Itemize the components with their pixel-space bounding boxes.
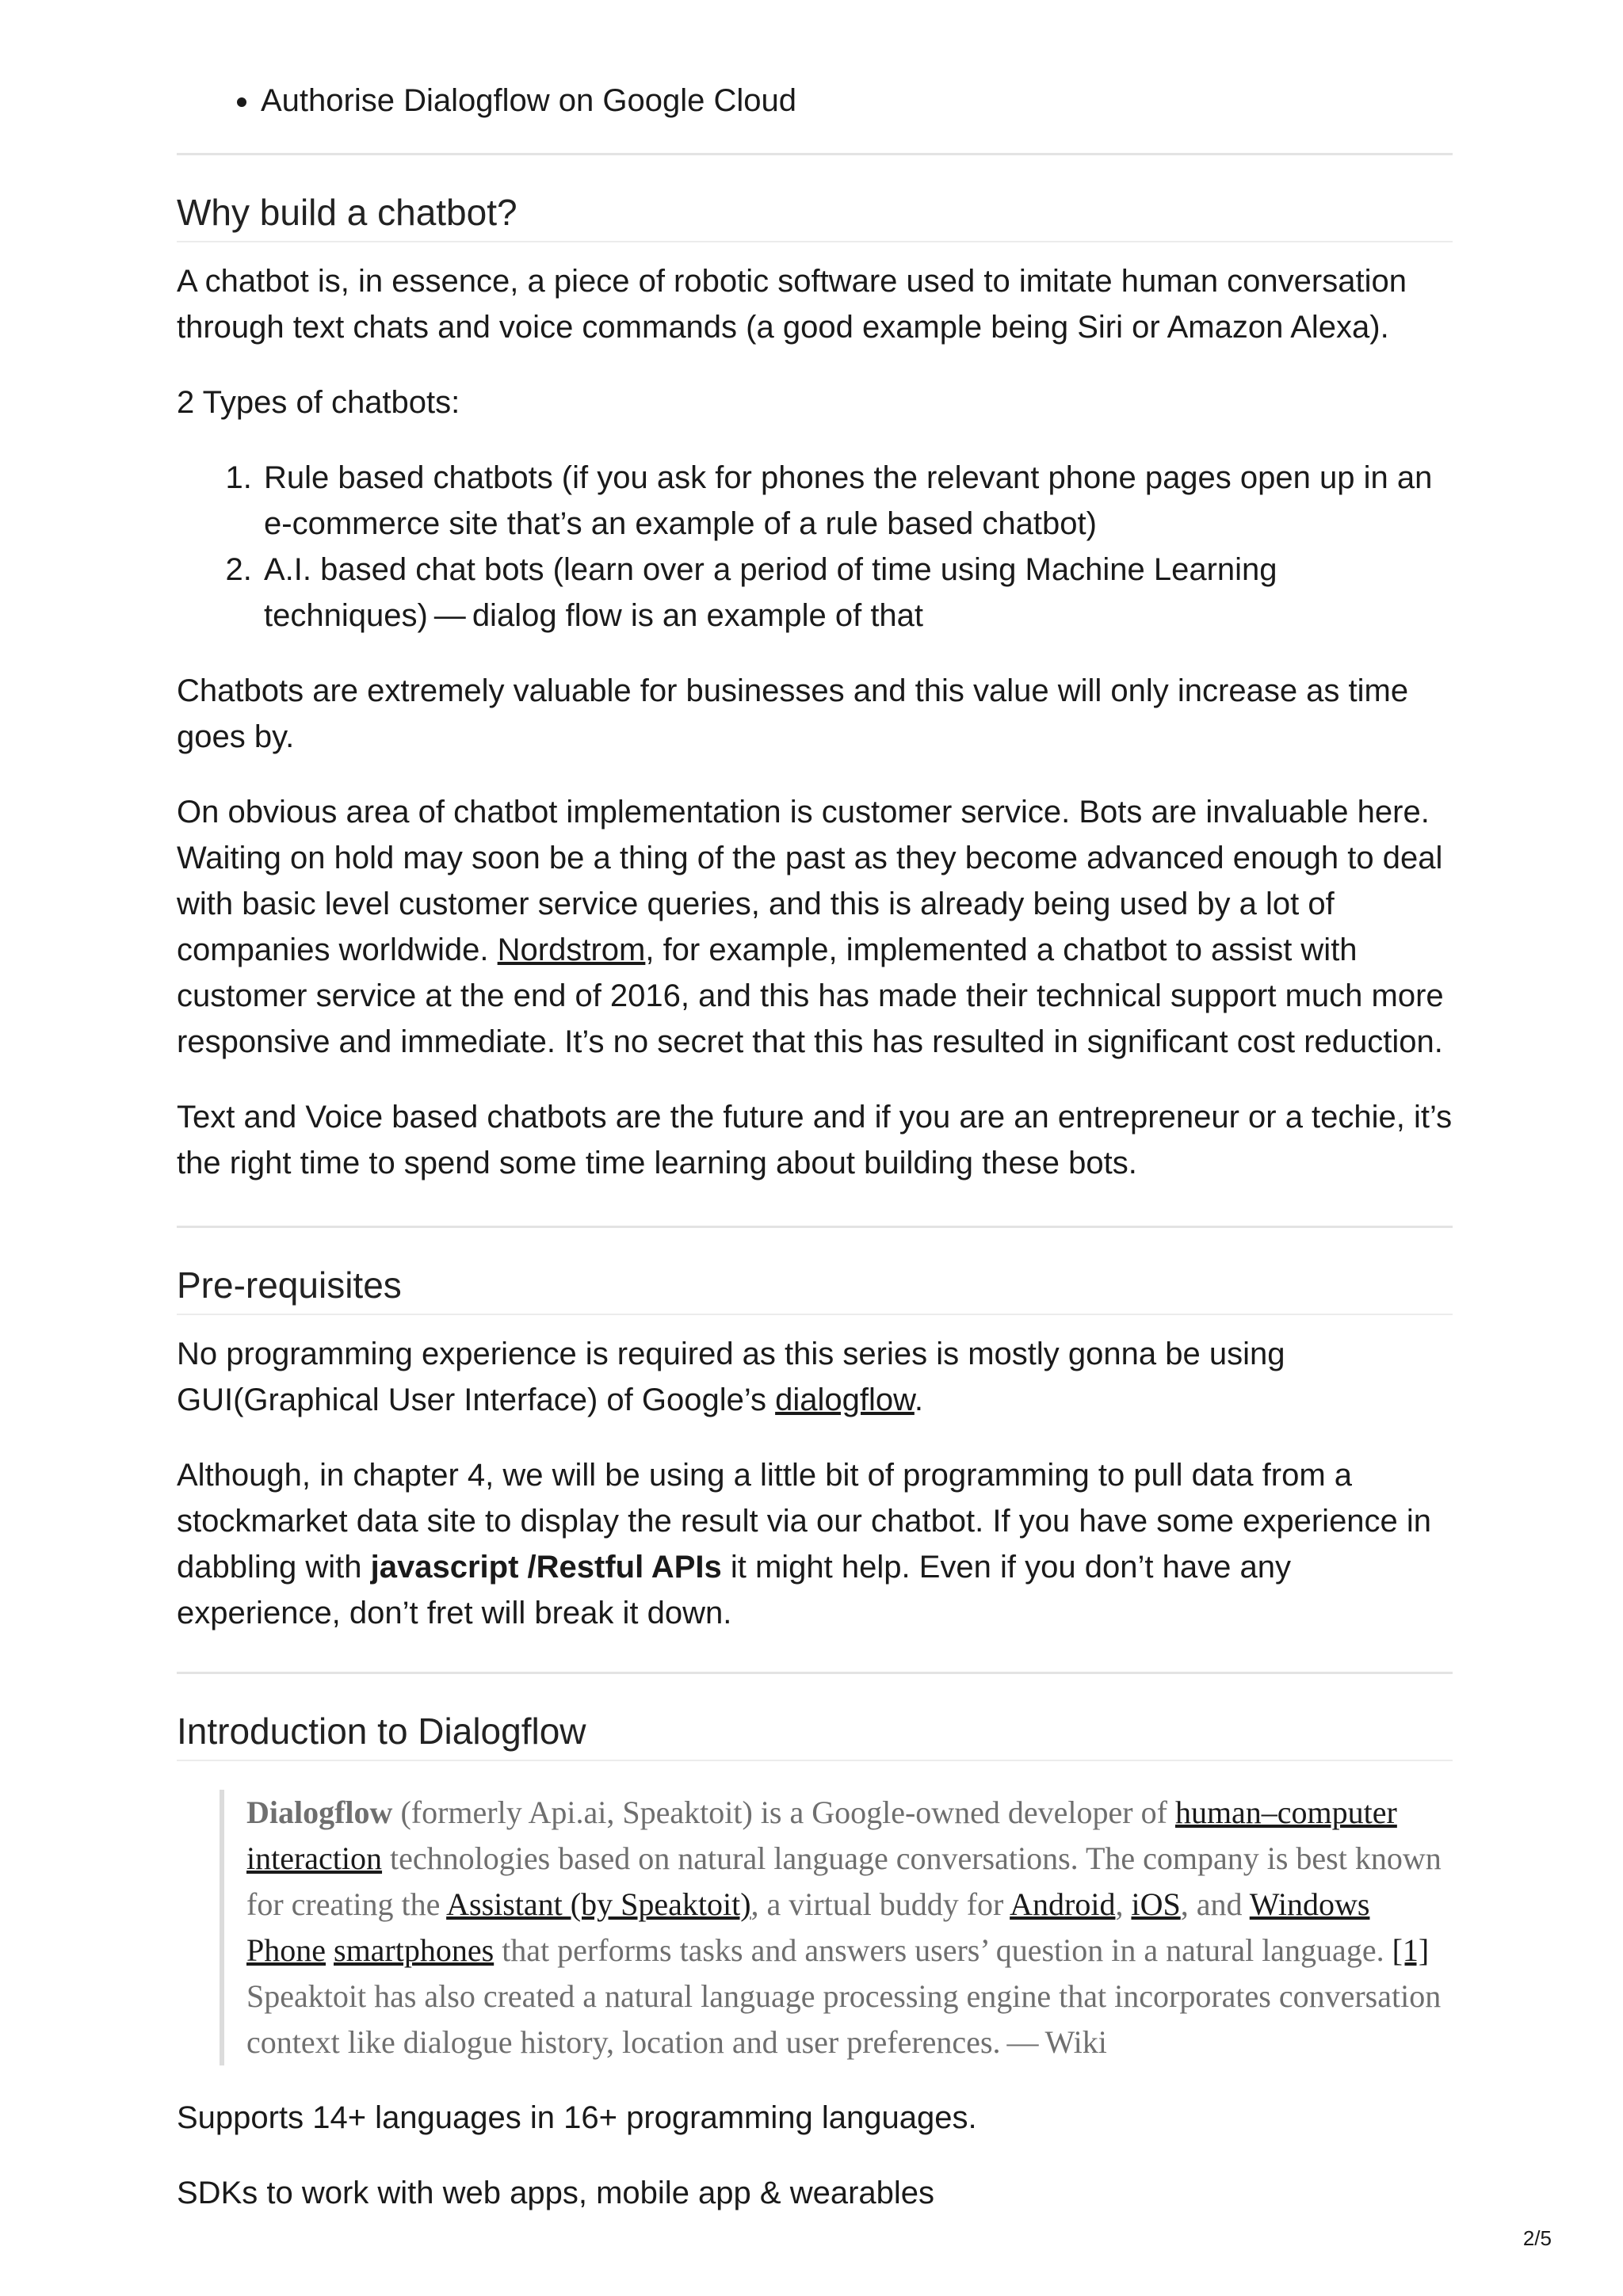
divider bbox=[177, 1672, 1453, 1674]
text: , for example, implemented a chatbot to assist with customer service at the end of 2016, and this has made their technical support much more responsive and immediate. It’s no secret that this has resulted in significant cost reduction. bbox=[177, 933, 1444, 1059]
footnote-link[interactable]: [1] bbox=[1392, 1932, 1430, 1968]
text: technologies based on natural language conversations. The company is best known for creating the bbox=[246, 1840, 1442, 1922]
divider bbox=[177, 153, 1453, 155]
text: Although, in chapter 4, we will be using a little bit of programming to pull data from a stockmarket data site to display the result via our chatbot. If you have some experience in dabbling with bbox=[177, 1458, 1432, 1585]
text: that performs tasks and answers users’ question in a natural language. bbox=[494, 1932, 1392, 1968]
section-heading-prereq: Pre-requisites bbox=[177, 1264, 402, 1306]
paragraph bbox=[177, 789, 1453, 1065]
divider bbox=[177, 1226, 1453, 1228]
paragraph bbox=[177, 1452, 1453, 1636]
nordstrom-link[interactable]: Nordstrom bbox=[497, 933, 646, 967]
paragraph: 2 Types of chatbots: bbox=[177, 385, 460, 420]
chatbot-types-list bbox=[177, 455, 1453, 639]
list-item: 1. Rule based chatbots (if you ask for phones the relevant phone pages open up in an e-commerce site that’s an example of a rule based chatbot) bbox=[261, 455, 1453, 547]
text: it might help. Even if you don’t have any experience, don’t fret will break it down. bbox=[177, 1550, 1291, 1630]
text: , a virtual buddy for bbox=[750, 1886, 1010, 1922]
android-link[interactable]: Android bbox=[1010, 1886, 1116, 1922]
section-intro bbox=[177, 1709, 1453, 2245]
section-heading-why: Why build a chatbot? bbox=[177, 192, 517, 233]
wiki-blockquote bbox=[220, 1790, 1453, 2065]
ios-link[interactable]: iOS bbox=[1131, 1886, 1181, 1922]
paragraph: Text and Voice based chatbots are the future and if you are an entrepreneur or a techie, it’s the right time to spend some time learning about building these bots. bbox=[177, 1100, 1453, 1180]
heading-underline bbox=[177, 1314, 1453, 1315]
bold-text: javascript /Restful APIs bbox=[370, 1550, 722, 1585]
text: Speaktoit has also created a natural language processing engine that incorporates conversation context like dialogue history, location and user preferences. — Wiki bbox=[246, 1978, 1442, 2060]
paragraph bbox=[177, 1331, 1453, 1423]
list-item: 2. A.I. based chat bots (learn over a period of time using Machine Learning techniques) — dialog flow is an example of that bbox=[261, 547, 1453, 639]
assistant-link[interactable]: Assistant (by Speaktoit) bbox=[446, 1886, 751, 1922]
top-bullet-list bbox=[177, 78, 1537, 124]
windows-phone-link[interactable]: Windows Phone bbox=[246, 1886, 1370, 1968]
text bbox=[326, 1932, 334, 1968]
text: On obvious area of chatbot implementation is customer service. Bots are invaluable here. Waiting on hold may soon be a thing of the past as they become advanced enough to deal with basic level customer service queries, and this is already being used by a lot of companies worldwide. bbox=[177, 795, 1443, 967]
paragraph: Chatbots are extremely valuable for businesses and this value will only increase as time goes by. bbox=[177, 673, 1409, 754]
text: (formerly Api.ai, Speaktoit) is a Google-owned developer of bbox=[392, 1794, 1175, 1830]
section-prereq bbox=[177, 1263, 1453, 1665]
paragraph: Supports 14+ languages in 16+ programming languages. bbox=[177, 2100, 977, 2135]
text: , bbox=[1115, 1886, 1132, 1922]
heading-underline bbox=[177, 1760, 1453, 1761]
list-item: • Authorise Dialogflow on Google Cloud bbox=[261, 78, 1537, 124]
section-heading-intro: Introduction to Dialogflow bbox=[177, 1711, 586, 1752]
text: . bbox=[914, 1383, 923, 1417]
text: , and bbox=[1180, 1886, 1250, 1922]
hci-link[interactable]: human–computer interaction bbox=[246, 1794, 1397, 1876]
heading-underline bbox=[177, 241, 1453, 242]
page-number: 2/5 bbox=[1522, 2226, 1552, 2250]
paragraph: A chatbot is, in essence, a piece of robotic software used to imitate human conversation through text chats and voice commands (a good example being Siri or Amazon Alexa). bbox=[177, 264, 1407, 345]
dialogflow-link[interactable]: dialogflow bbox=[775, 1383, 915, 1417]
smartphones-link[interactable]: smartphones bbox=[334, 1932, 495, 1968]
paragraph: SDKs to work with web apps, mobile app & wearables bbox=[177, 2176, 935, 2210]
text: No programming experience is required as this series is mostly gonna be using GUI(Graphical User Interface) of Google’s bbox=[177, 1337, 1285, 1417]
section-why bbox=[177, 190, 1453, 1215]
quote-bold: Dialogflow bbox=[246, 1794, 393, 1830]
